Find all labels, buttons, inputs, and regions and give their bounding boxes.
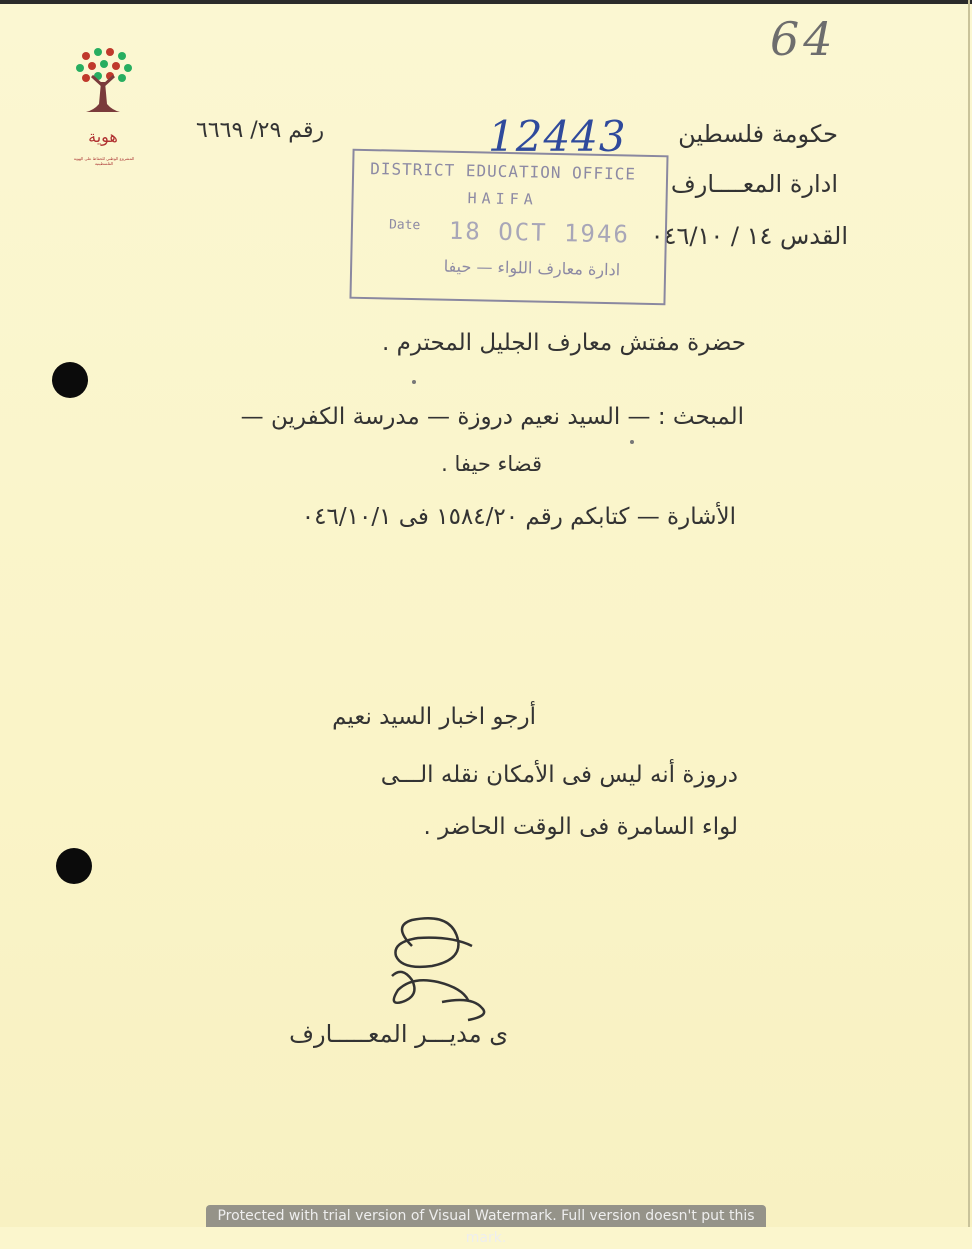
ink-speck <box>630 440 634 444</box>
handwritten-number: 12443 <box>488 112 627 161</box>
stamp-date: 18 OCT 1946 <box>448 216 631 249</box>
district-office-stamp <box>349 149 668 306</box>
city-date: القدس ١٤ / ٠٤٦/١٠ <box>650 222 848 250</box>
logo-wordmark: هوية <box>88 127 118 146</box>
body-line-3: لواء السامرة فى الوقت الحاضر . <box>423 814 738 840</box>
government-heading: حكومة فلسطين <box>678 120 838 148</box>
stamp-office: DISTRICT EDUCATION OFFICE <box>369 159 637 184</box>
right-edge <box>968 0 970 1227</box>
body-line-2: دروزة أنه ليس فى الأمكان نقله الـــى <box>380 762 738 788</box>
stamp-city: HAIFA <box>467 189 538 209</box>
body-line-1: أرجو اخبار السيد نعيم <box>332 704 536 730</box>
subject-line-continued: قضاء حيفا . <box>441 452 542 476</box>
punch-hole <box>56 848 92 884</box>
stamp-arabic: ادارة معارف اللواء — حيفا <box>443 256 621 280</box>
addressee-line: حضرة مفتش معارف الجليل المحترم . <box>382 330 746 356</box>
stamp-date-label: Date <box>388 217 421 234</box>
handwritten-signature-icon <box>372 916 532 1036</box>
reference-line: الأشارة — كتابكم رقم ١٥٨٤/٢٠ فى ٠٤٦/١٠/١ <box>301 504 736 530</box>
subject-line: المبحث : — السيد نعيم دروزة — مدرسة الكفرين — <box>240 404 744 430</box>
reference-number: رقم ٢٩/ ٦٦٦٩ <box>196 118 325 143</box>
tree-figures-logo-icon <box>72 46 134 170</box>
ink-speck <box>412 380 416 384</box>
department-heading: ادارة المعــــارف <box>670 170 838 198</box>
logo-caption: المشروع الوطني للحفاظ على الهوية الفلسطينية <box>73 156 135 166</box>
top-border <box>0 0 972 4</box>
folio-number: 64 <box>770 12 837 66</box>
punch-hole <box>52 362 88 398</box>
watermark-banner: Protected with trial version of Visual Watermark. Full version doesn't put this mark. <box>206 1205 766 1227</box>
signature-title: ى مديـــر المعـــــارف <box>289 1020 508 1048</box>
